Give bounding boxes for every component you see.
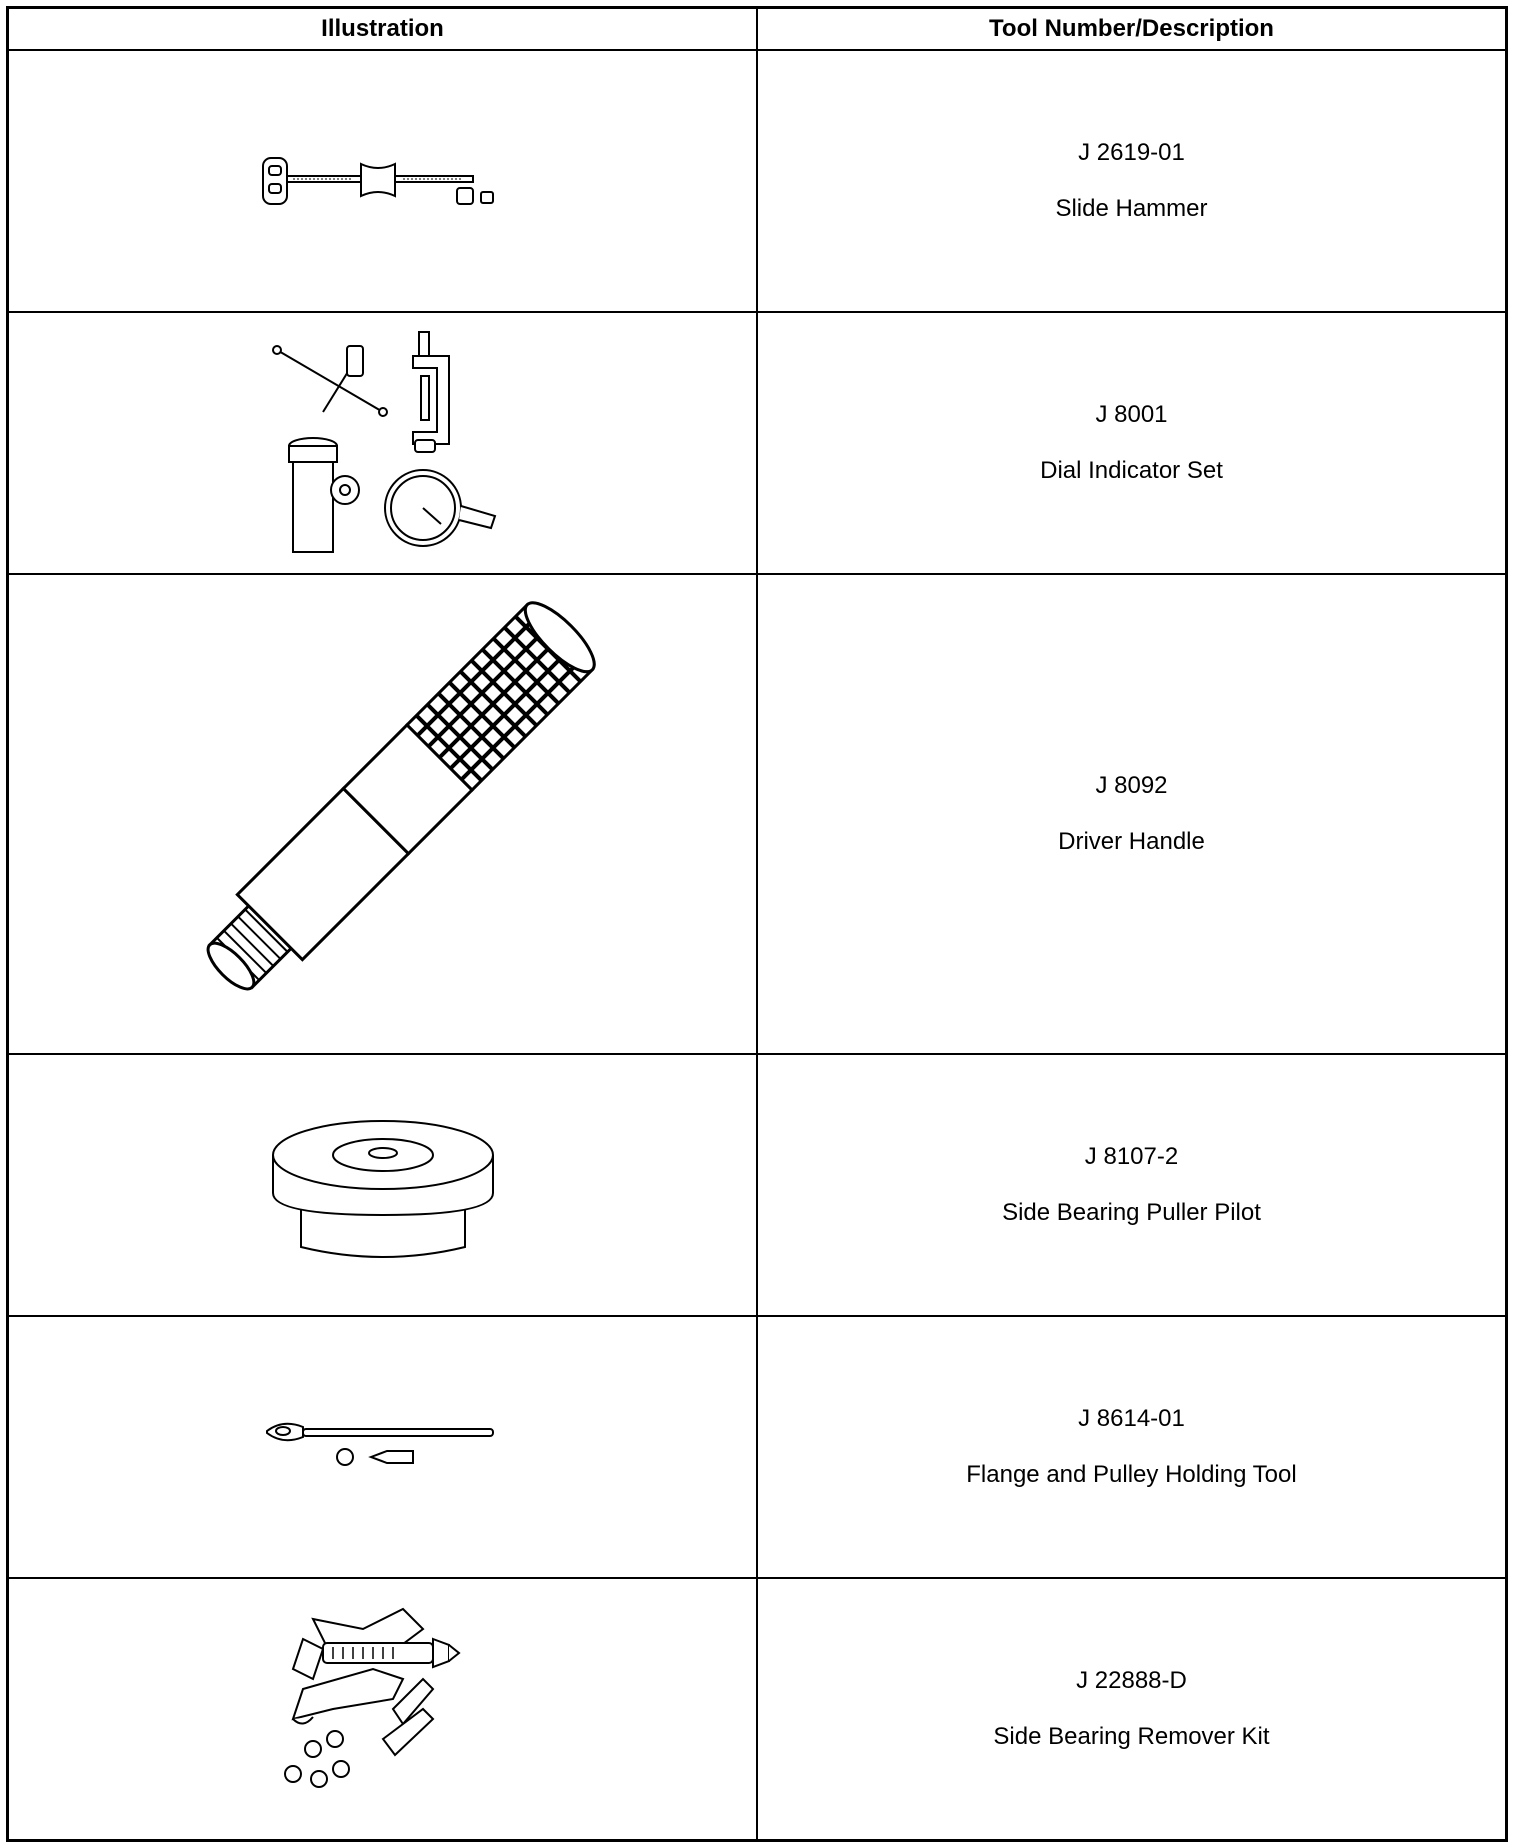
tool-number: J 22888-D bbox=[1076, 1666, 1187, 1694]
description-cell bbox=[757, 50, 1507, 312]
description-cell bbox=[757, 1054, 1507, 1316]
driver-handle-icon bbox=[153, 594, 613, 1034]
description-cell bbox=[757, 574, 1507, 1054]
illustration-cell bbox=[8, 1578, 758, 1840]
tool-number: J 8107-2 bbox=[1084, 1143, 1179, 1170]
header-illustration: Illustration bbox=[8, 8, 758, 51]
table-row bbox=[8, 1054, 1507, 1316]
header-tool-number-description: Tool Number/Description bbox=[757, 8, 1507, 51]
illustration-cell bbox=[8, 1054, 758, 1316]
slide-hammer-icon bbox=[253, 136, 513, 226]
table-row bbox=[8, 1578, 1507, 1840]
tool-description: Slide Hammer bbox=[1055, 195, 1208, 222]
tool-number: J 8614-01 bbox=[1078, 1405, 1185, 1432]
tool-number: J 8001 bbox=[1095, 401, 1168, 428]
illustration-cell bbox=[8, 50, 758, 312]
table-row bbox=[8, 312, 1507, 574]
tool-description: Dial Indicator Set bbox=[1040, 457, 1223, 484]
table-row bbox=[8, 574, 1507, 1054]
dial-indicator-set-icon bbox=[263, 328, 503, 558]
flange-holding-tool-icon bbox=[263, 1417, 503, 1477]
side-bearing-puller-pilot-icon bbox=[253, 1105, 513, 1265]
table-row bbox=[8, 50, 1507, 312]
illustration-cell bbox=[8, 574, 758, 1054]
tool-number: J 8092 bbox=[1095, 772, 1168, 799]
description-cell bbox=[757, 1316, 1507, 1578]
tool-description: Flange and Pulley Holding Tool bbox=[966, 1461, 1297, 1488]
description-cell bbox=[757, 312, 1507, 574]
tool-description: Side Bearing Remover Kit bbox=[993, 1722, 1270, 1750]
side-bearing-remover-kit-icon bbox=[273, 1599, 493, 1819]
table-row bbox=[8, 1316, 1507, 1578]
tool-description: Driver Handle bbox=[1058, 828, 1205, 855]
description-cell bbox=[757, 1578, 1507, 1840]
tool-number: J 2619-01 bbox=[1078, 139, 1185, 166]
illustration-cell bbox=[8, 1316, 758, 1578]
tool-description: Side Bearing Puller Pilot bbox=[1002, 1199, 1261, 1226]
tool-table bbox=[6, 6, 1508, 1842]
header-row bbox=[8, 8, 1507, 51]
illustration-cell bbox=[8, 312, 758, 574]
